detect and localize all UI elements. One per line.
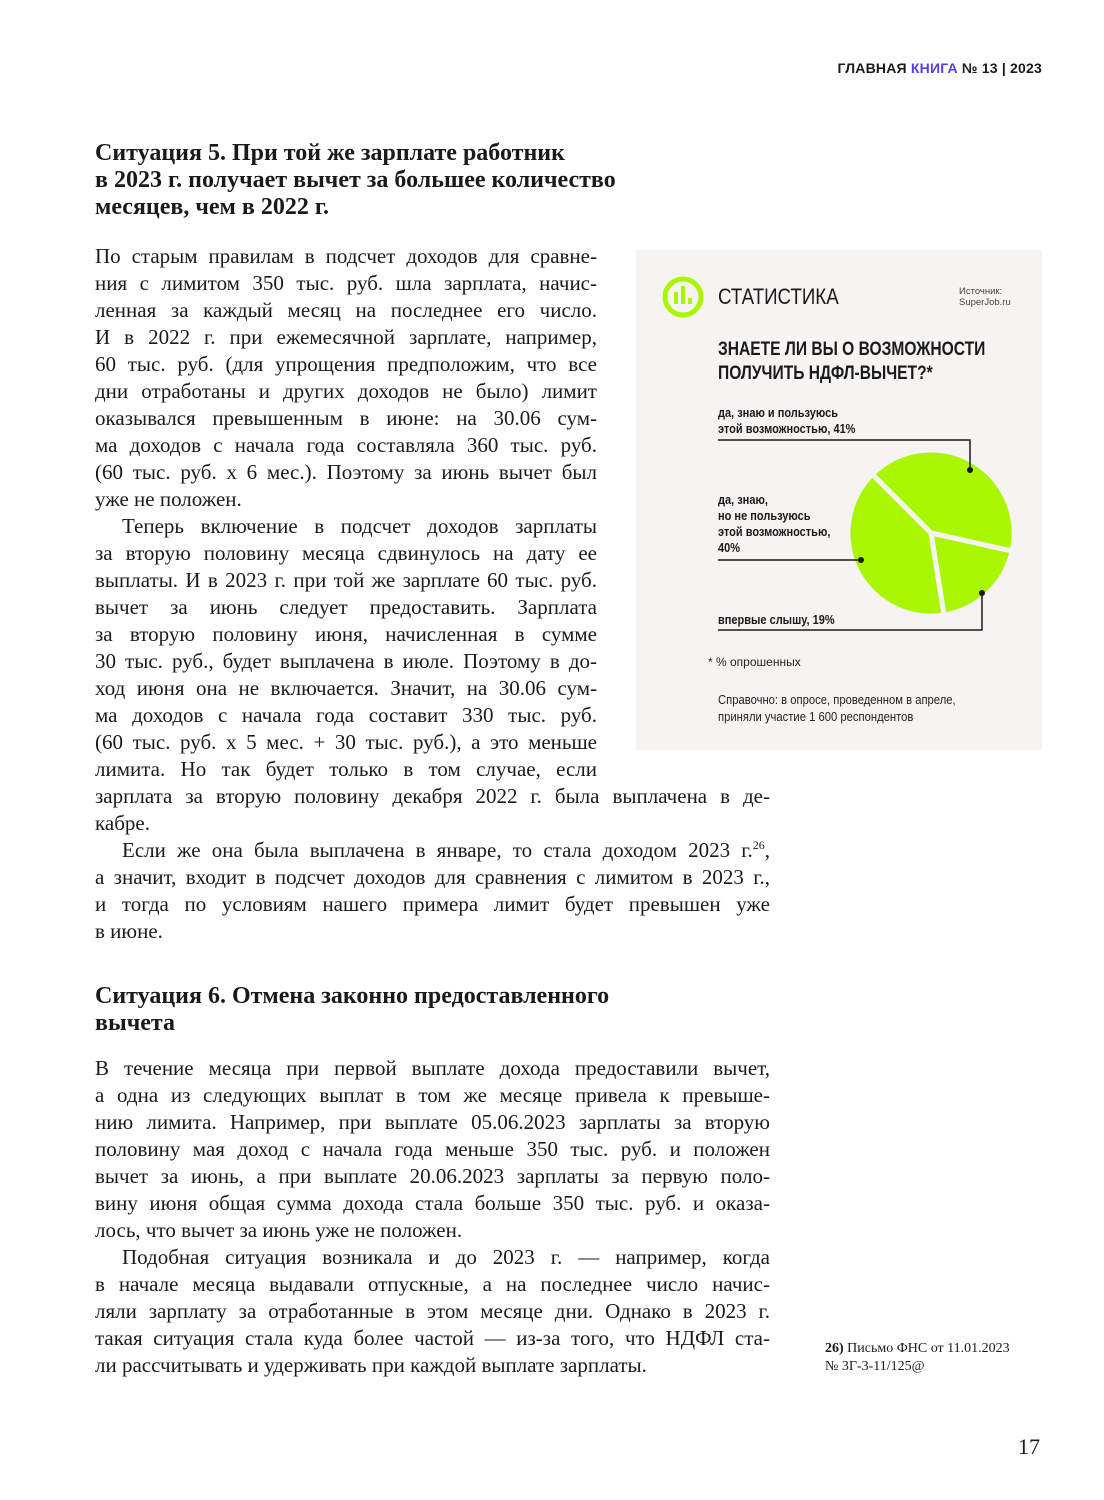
text-line: лось, что вычет за июнь уже не положен.: [95, 1218, 463, 1242]
label-line: впервые слышу, 19%: [718, 613, 835, 627]
text-line: вину июня общая сумма дохода стала больше 350 тыс. руб. и оказа-: [95, 1191, 770, 1215]
text-line: за вторую половину месяца сдвинулось на дату ее: [95, 541, 597, 565]
text-line: Теперь включение в подсчет доходов зарплаты: [122, 514, 597, 538]
question-line: ЗНАЕТЕ ЛИ ВЫ О ВОЗМОЖНОСТИ: [718, 339, 986, 360]
issue-number: № 13 | 2023: [961, 60, 1042, 76]
footnote-number: 26): [825, 1341, 844, 1356]
text-line: ли рассчитывать и удерживать при каждой выплате зарплаты.: [95, 1353, 647, 1377]
text-line: такая ситуация стала куда более частой — из-за того, что НДФЛ ста-: [95, 1326, 770, 1350]
stats-icon: [665, 279, 701, 315]
footnote: [825, 1340, 1010, 1376]
text-line: лимита. Но так будет только в том случае, если: [95, 757, 597, 781]
stats-source: [959, 286, 1011, 308]
text-line: ния с лимитом 350 тыс. руб. шла зарплата, начис-: [95, 271, 597, 295]
statistics-infobox: [636, 250, 1042, 750]
text-line: 30 тыс. руб., будет выплачена в июле. Поэтому в до-: [95, 649, 597, 673]
text-line: зарплата за вторую половину декабря 2022 г. была выплачена в де-: [95, 784, 770, 808]
page-number: 17: [1018, 1434, 1040, 1459]
text-line: в начале месяца выдавали отпускные, а на последнее число начис-: [95, 1272, 770, 1296]
text-line: вычет за июнь, а при выплате 20.06.2023 зарплаты за первую поло-: [95, 1164, 770, 1188]
leader-dot: [979, 590, 985, 596]
text-line: половину мая доход с начала года меньше 350 тыс. руб. и положен: [95, 1137, 770, 1161]
section-6-heading: [95, 983, 609, 1037]
text-line: кабре.: [95, 811, 150, 835]
footnote-text: № 3Г-3-11/125@: [825, 1359, 925, 1374]
text-line: ляли зарплату за отработанные в этом месяце дни. Однако в 2023 г.: [95, 1299, 770, 1323]
label-line: да, знаю и пользуюсь: [718, 406, 838, 420]
text-line: оказывался превышенным в июне: на 30.06 сум-: [95, 406, 597, 430]
question-line: ПОЛУЧИТЬ НДФЛ-ВЫЧЕТ?*: [718, 363, 933, 384]
text-line: за вторую половину июня, начисленная в сумме: [95, 622, 597, 646]
label-line: но не пользуюсь: [718, 509, 811, 523]
text-line: Подобная ситуация возникала и до 2023 г. — например, когда: [122, 1245, 770, 1269]
text-line: дни отработаны и других доходов не было) лимит: [95, 379, 597, 403]
text-line: выплаты. И в 2023 г. при той же зарплате 60 тыс. руб.: [95, 568, 597, 592]
text-line: Если же она была выплачена в январе, то стала доходом 2023 г.$^{26}$,: [122, 838, 770, 862]
text-line: уже не положен.: [95, 487, 242, 511]
reference-line: Справочно: в опросе, проведенном в апреле,: [718, 693, 956, 707]
text-line: (60 тыс. руб. х 5 мес. + 30 тыс. руб.), а это меньше: [95, 730, 597, 754]
text-line: ма доходов с начала года составляла 360 тыс. руб.: [95, 433, 597, 457]
stats-title: СТАТИСТИКА: [718, 284, 839, 309]
text-line: В течение месяца при первой выплате дохода предоставили вычет,: [95, 1056, 770, 1080]
running-header: [837, 60, 1042, 76]
magazine-name-accent: КНИГА: [910, 60, 958, 76]
footnote-ref[interactable]: 26: [752, 838, 765, 852]
text-line: нию лимита. Например, при выплате 05.06.2023 зарплаты за вторую: [95, 1110, 770, 1134]
leader-dot: [967, 467, 973, 473]
leader-dot: [858, 557, 864, 563]
source-name: SuperJob.ru: [959, 297, 1011, 308]
text-line: ход июня она не включается. Значит, на 30.06 сум-: [95, 676, 597, 700]
text-line: 60 тыс. руб. (для упрощения предположим, что все: [95, 352, 597, 376]
label-line: 40%: [718, 541, 741, 555]
stats-question: [718, 338, 985, 386]
pie-chart: [636, 250, 1042, 750]
heading-line: месяцев, чем в 2022 г.: [95, 194, 330, 220]
text-line: По старым правилам в подсчет доходов для сравне-: [95, 244, 597, 268]
text-line: И в 2022 г. при ежемесячной зарплате, например,: [95, 325, 597, 349]
heading-line: вычета: [95, 1010, 175, 1036]
text-line: вычет за июнь следует предоставить. Зарплата: [95, 595, 597, 619]
text-line: ленная за каждый месяц на последнее его число.: [95, 298, 597, 322]
section-6-body: [95, 1055, 770, 1379]
label-line: этой возможностью, 41%: [718, 422, 856, 436]
section-5-heading: [95, 140, 616, 221]
heading-line: в 2023 г. получает вычет за большее количество: [95, 167, 616, 193]
text-line: и тогда по условиям нашего примера лимит будет превышен уже: [95, 892, 770, 916]
text-line: а одна из следующих выплат в том же месяце привела к превыше-: [95, 1083, 770, 1107]
text-line: в июне.: [95, 919, 163, 943]
reference-line: приняли участие 1 600 респондентов: [718, 710, 914, 724]
label-line: да, знаю,: [718, 493, 768, 507]
text-line: (60 тыс. руб. х 6 мес.). Поэтому за июнь вычет был: [95, 460, 597, 484]
heading-line: Ситуация 5. При той же зарплате работник: [95, 140, 565, 166]
text-line: а значит, входит в подсчет доходов для сравнения с лимитом в 2023 г.,: [95, 865, 770, 889]
heading-line: Ситуация 6. Отмена законно предоставленного: [95, 983, 610, 1009]
label-first-time: [718, 612, 835, 628]
source-label: Источник:: [959, 286, 1003, 297]
magazine-name: ГЛАВНАЯ: [837, 60, 907, 76]
stats-note: * % опрошенных: [708, 655, 801, 669]
footnote-text: Письмо ФНС от 11.01.2023: [847, 1341, 1010, 1356]
stats-reference: [718, 692, 956, 726]
label-line: этой возможностью,: [718, 525, 831, 539]
label-know-not-use: [718, 492, 830, 556]
text-line: ма доходов с начала года составит 330 тыс. руб.: [95, 703, 597, 727]
label-use: [718, 405, 855, 437]
